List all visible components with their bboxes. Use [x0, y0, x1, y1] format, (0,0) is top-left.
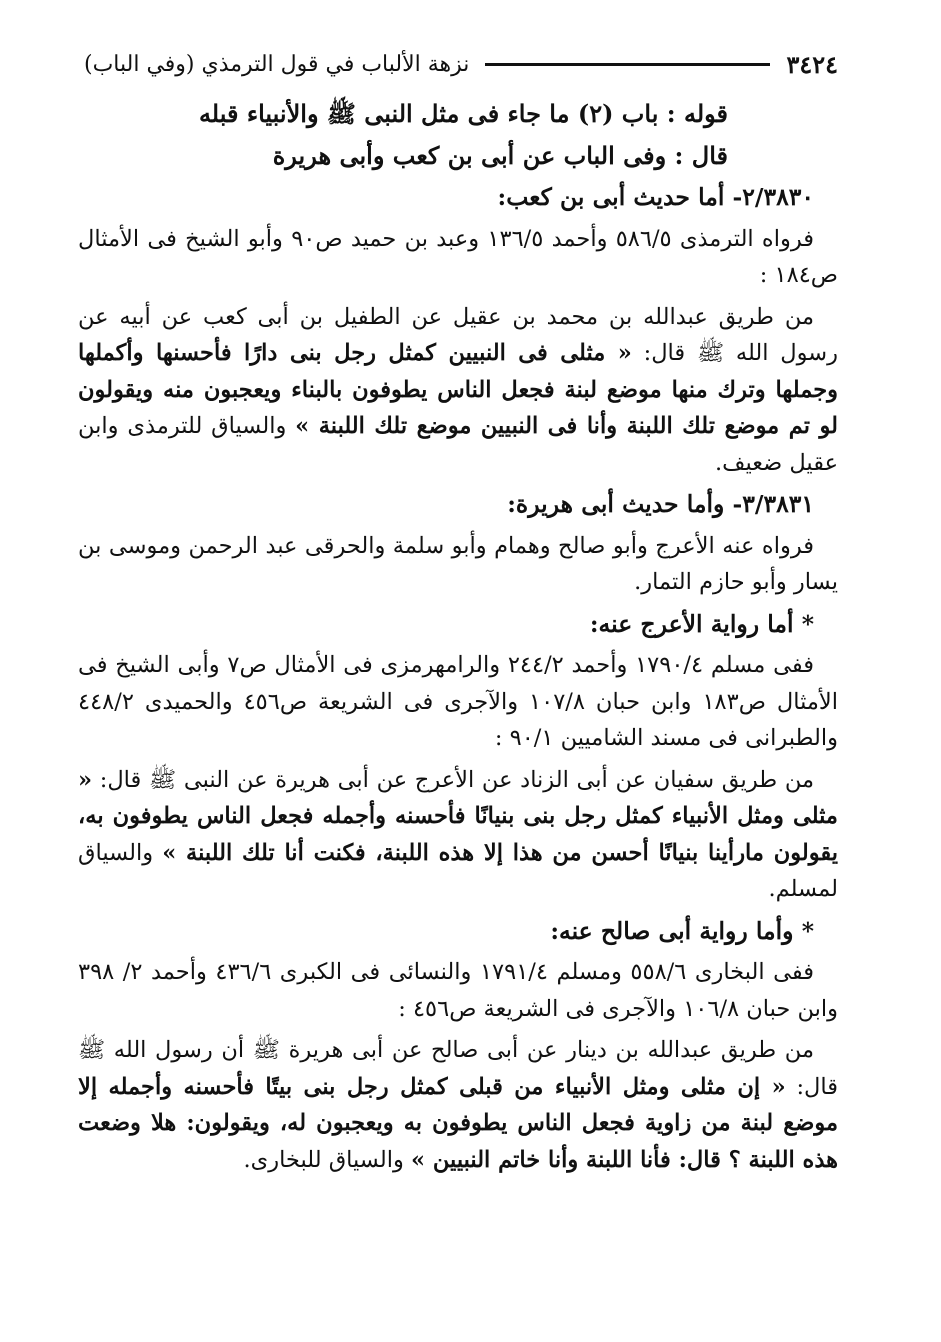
paragraph-text: فرواه الترمذى ٥٨٦/٥ وأحمد ١٣٦/٥ وعبد بن حميد ص٩٠ وأبو الشيخ فى الأمثال ص١٨٤ :: [78, 225, 838, 288]
hadith-text: « مثلى ومثل الأنبياء كمثل رجل بنى بنيانًا فأحسنه وأجمله فجعل الناس يطوفون به، يقولون مارأينا بنيانًا أحسن من هذا إلا هذه اللبنة، فكنت أنا تلك اللبنة »: [78, 766, 838, 866]
paragraph-text: من طريق عبدالله بن دينار عن أبى صالح عن أبى هريرة ﷺ أن رسول الله ﷺ قال:: [78, 1037, 838, 1100]
paragraph-text: من طريق عبدالله بن محمد بن عقيل عن الطفيل بن أبى كعب عن أبيه عن رسول الله ﷺ قال:: [78, 303, 838, 366]
chapter-heading: قال : وفى الباب عن أبى بن كعب وأبى هريرة: [272, 140, 728, 170]
hadith-text: « مثلى فى النبيين كمثل رجل بنى دارًا فأحسنها وأكملها وجملها وترك منها موضع لبنة فجعل الناس يطوفون بالبناء ويعجبون منه ويقولون لو تم موضع تلك اللبنة وأنا فى النبيين موضع تلك اللبنة »: [78, 340, 838, 439]
paragraph-text: والسياق لمسلم.: [78, 839, 838, 902]
body-paragraph: [78, 762, 838, 908]
body-paragraph: [78, 221, 838, 294]
running-title: نزهة الألباب في قول الترمذي (وفي الباب): [84, 51, 470, 77]
section-subheading: ٢/٣٨٣٠- أما حديث أبى بن كعب:: [497, 183, 814, 211]
page-body: [78, 96, 838, 1183]
page-header: [84, 44, 838, 84]
paragraph-text: ففى البخارى ٥٥٨/٦ ومسلم ١٧٩١/٤ والنسائى فى الكبرى ٤٣٦/٦ وأحمد ٢/ ٣٩٨ وابن حبان ١٠٦/٨ والآجرى فى الشريعة ص٤٥٦ :: [78, 959, 838, 1022]
body-paragraph: [78, 1032, 838, 1178]
section-subheading: ٣/٣٨٣١- وأما حديث أبى هريرة:: [507, 490, 814, 518]
hadith-text: « إن مثلى ومثل الأنبياء من قبلى كمثل رجل بنى بيتًا فأحسنه وأجمله إلا موضع لبنة من زاوية فجعل الناس يطوفون به ويعجبون له، ويقولون: هلا وضعت هذه اللبنة ؟ قال: فأنا اللبنة وأنا خاتم النبيين »: [78, 1073, 838, 1173]
body-paragraph: [78, 528, 838, 601]
page-number: ٣٤٢٤: [786, 49, 838, 79]
section-subheading: * أما رواية الأعرج عنه:: [589, 609, 814, 638]
paragraph-text: من طريق سفيان عن أبى الزناد عن الأعرج عن أبى هريرة عن النبى ﷺ قال:: [92, 766, 814, 793]
paragraph-text: والسياق للترمذى وابن عقيل ضعيف.: [78, 413, 838, 476]
body-paragraph: [78, 647, 838, 757]
chapter-heading: قوله : باب (٢) ما جاء فى مثل النبى ﷺ والأنبياء قبله: [198, 99, 728, 128]
section-subheading: * وأما رواية أبى صالح عنه:: [550, 916, 814, 945]
body-paragraph: [78, 299, 838, 482]
paragraph-text: ففى مسلم ١٧٩٠/٤ وأحمد ٢٤٤/٢ والرامهرمزى فى الأمثال ص٧ وأبى الشيخ فى الأمثال ص١٨٣ وابن حبان ١٠٧/٨ والآجرى فى الشريعة ص٤٥٦ والحميدى ٤٤٨/٢ والطبرانى فى مسند الشاميين ٩٠/١ :: [78, 652, 838, 751]
paragraph-text: فرواه عنه الأعرج وأبو صالح وهمام وأبو سلمة والحرقى عبد الرحمن وموسى بن يسار وأبو حازم التمار.: [78, 532, 838, 595]
paragraph-text: والسياق للبخارى.: [243, 1146, 412, 1173]
header-rule: [485, 63, 770, 66]
body-paragraph: [78, 954, 838, 1027]
